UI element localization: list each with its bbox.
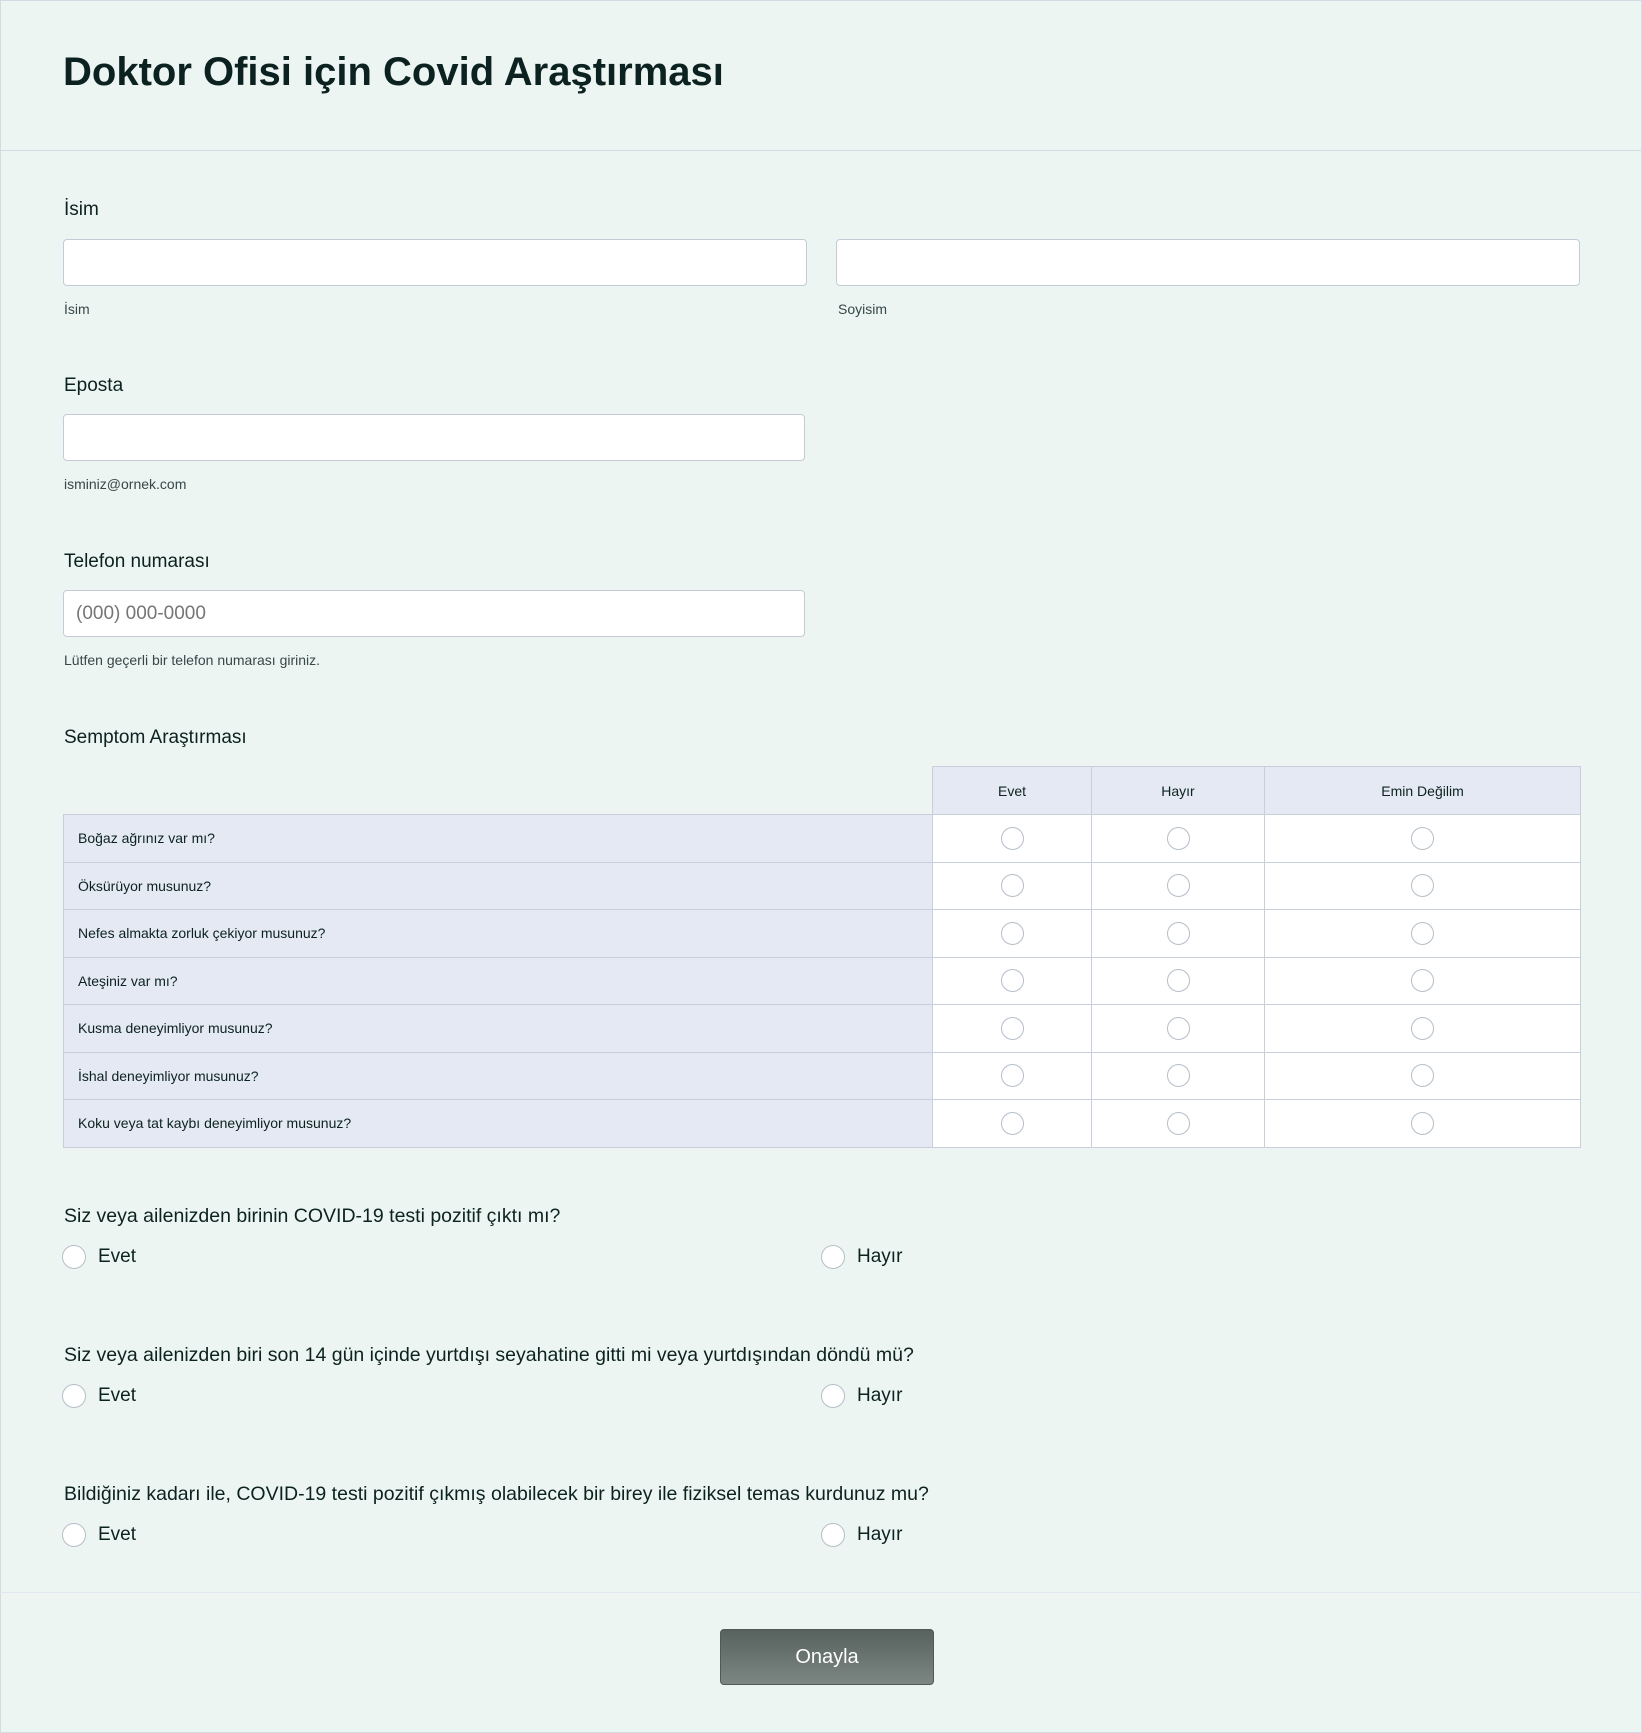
matrix-radio[interactable]	[1167, 1017, 1190, 1040]
matrix-radio[interactable]	[1411, 969, 1434, 992]
name-label: İsim	[64, 199, 99, 220]
row-question: Kusma deneyimliyor musunuz?	[64, 1005, 933, 1053]
column-header: Hayır	[1092, 767, 1265, 815]
phone-input[interactable]	[63, 590, 805, 637]
question-label: Siz veya ailenizden biri son 14 gün içinde yurtdışı seyahatine gitti mi veya yurtdışından döndü mü?	[64, 1344, 914, 1366]
matrix-radio[interactable]	[1001, 1017, 1024, 1040]
question-label: Siz veya ailenizden birinin COVID-19 testi pozitif çıktı mı?	[64, 1205, 561, 1227]
option-evet[interactable]	[62, 1523, 136, 1547]
header-divider	[0, 150, 1642, 151]
matrix-radio[interactable]	[1411, 1112, 1434, 1135]
matrix-radio[interactable]	[1001, 922, 1024, 945]
symptom-label: Semptom Araştırması	[64, 727, 247, 748]
table-row	[64, 1100, 1581, 1148]
radio-button[interactable]	[821, 1245, 845, 1269]
row-question: İshal deneyimliyor musunuz?	[64, 1052, 933, 1100]
matrix-radio[interactable]	[1411, 1064, 1434, 1087]
option-label: Evet	[98, 1524, 137, 1545]
option-hayir[interactable]	[821, 1523, 902, 1547]
radio-button[interactable]	[62, 1523, 86, 1547]
radio-button[interactable]	[62, 1245, 86, 1269]
row-question: Ateşiniz var mı?	[64, 957, 933, 1005]
column-header: Emin Değilim	[1265, 767, 1581, 815]
option-label: Hayır	[857, 1385, 903, 1406]
row-question: Boğaz ağrınız var mı?	[64, 815, 933, 863]
option-label: Hayır	[857, 1246, 903, 1267]
matrix-radio[interactable]	[1167, 874, 1190, 897]
symptom-matrix	[63, 766, 1581, 1148]
matrix-radio[interactable]	[1167, 969, 1190, 992]
first-name-sublabel: İsim	[64, 301, 90, 317]
option-label: Evet	[98, 1246, 137, 1267]
matrix-radio[interactable]	[1001, 1064, 1024, 1087]
matrix-radio[interactable]	[1411, 922, 1434, 945]
option-hayir[interactable]	[821, 1245, 902, 1269]
option-evet[interactable]	[62, 1384, 136, 1408]
matrix-radio[interactable]	[1001, 1112, 1024, 1135]
submit-button[interactable]: Onayla	[720, 1629, 934, 1685]
phone-sublabel: Lütfen geçerli bir telefon numarası giriniz.	[64, 652, 321, 668]
phone-label: Telefon numarası	[64, 551, 210, 572]
matrix-radio[interactable]	[1167, 1064, 1190, 1087]
table-row	[64, 1005, 1581, 1053]
radio-button[interactable]	[821, 1523, 845, 1547]
option-hayir[interactable]	[821, 1384, 902, 1408]
column-header: Evet	[933, 767, 1092, 815]
table-row	[64, 862, 1581, 910]
last-name-input[interactable]	[836, 239, 1580, 286]
matrix-radio[interactable]	[1001, 874, 1024, 897]
radio-button[interactable]	[821, 1384, 845, 1408]
table-row	[64, 957, 1581, 1005]
last-name-sublabel: Soyisim	[838, 301, 888, 317]
matrix-radio[interactable]	[1167, 1112, 1190, 1135]
option-label: Evet	[98, 1385, 137, 1406]
matrix-radio[interactable]	[1411, 1017, 1434, 1040]
matrix-radio[interactable]	[1001, 969, 1024, 992]
matrix-radio[interactable]	[1411, 827, 1434, 850]
footer-divider	[0, 1592, 1642, 1593]
page-title: Doktor Ofisi için Covid Araştırması	[63, 50, 724, 94]
matrix-radio[interactable]	[1411, 874, 1434, 897]
row-question: Koku veya tat kaybı deneyimliyor musunuz?	[64, 1100, 933, 1148]
matrix-radio[interactable]	[1167, 827, 1190, 850]
question-label: Bildiğiniz kadarı ile, COVID-19 testi pozitif çıkmış olabilecek bir birey ile fiziksel temas kurdunuz mu?	[64, 1483, 929, 1505]
table-row	[64, 1052, 1581, 1100]
matrix-radio[interactable]	[1001, 827, 1024, 850]
table-row	[64, 910, 1581, 958]
email-sublabel: isminiz@ornek.com	[64, 476, 187, 492]
row-question: Nefes almakta zorluk çekiyor musunuz?	[64, 910, 933, 958]
table-row	[64, 815, 1581, 863]
first-name-input[interactable]	[63, 239, 807, 286]
row-question: Öksürüyor musunuz?	[64, 862, 933, 910]
option-evet[interactable]	[62, 1245, 136, 1269]
radio-button[interactable]	[62, 1384, 86, 1408]
email-label: Eposta	[64, 375, 124, 396]
option-label: Hayır	[857, 1524, 903, 1545]
matrix-radio[interactable]	[1167, 922, 1190, 945]
email-input[interactable]	[63, 414, 805, 461]
